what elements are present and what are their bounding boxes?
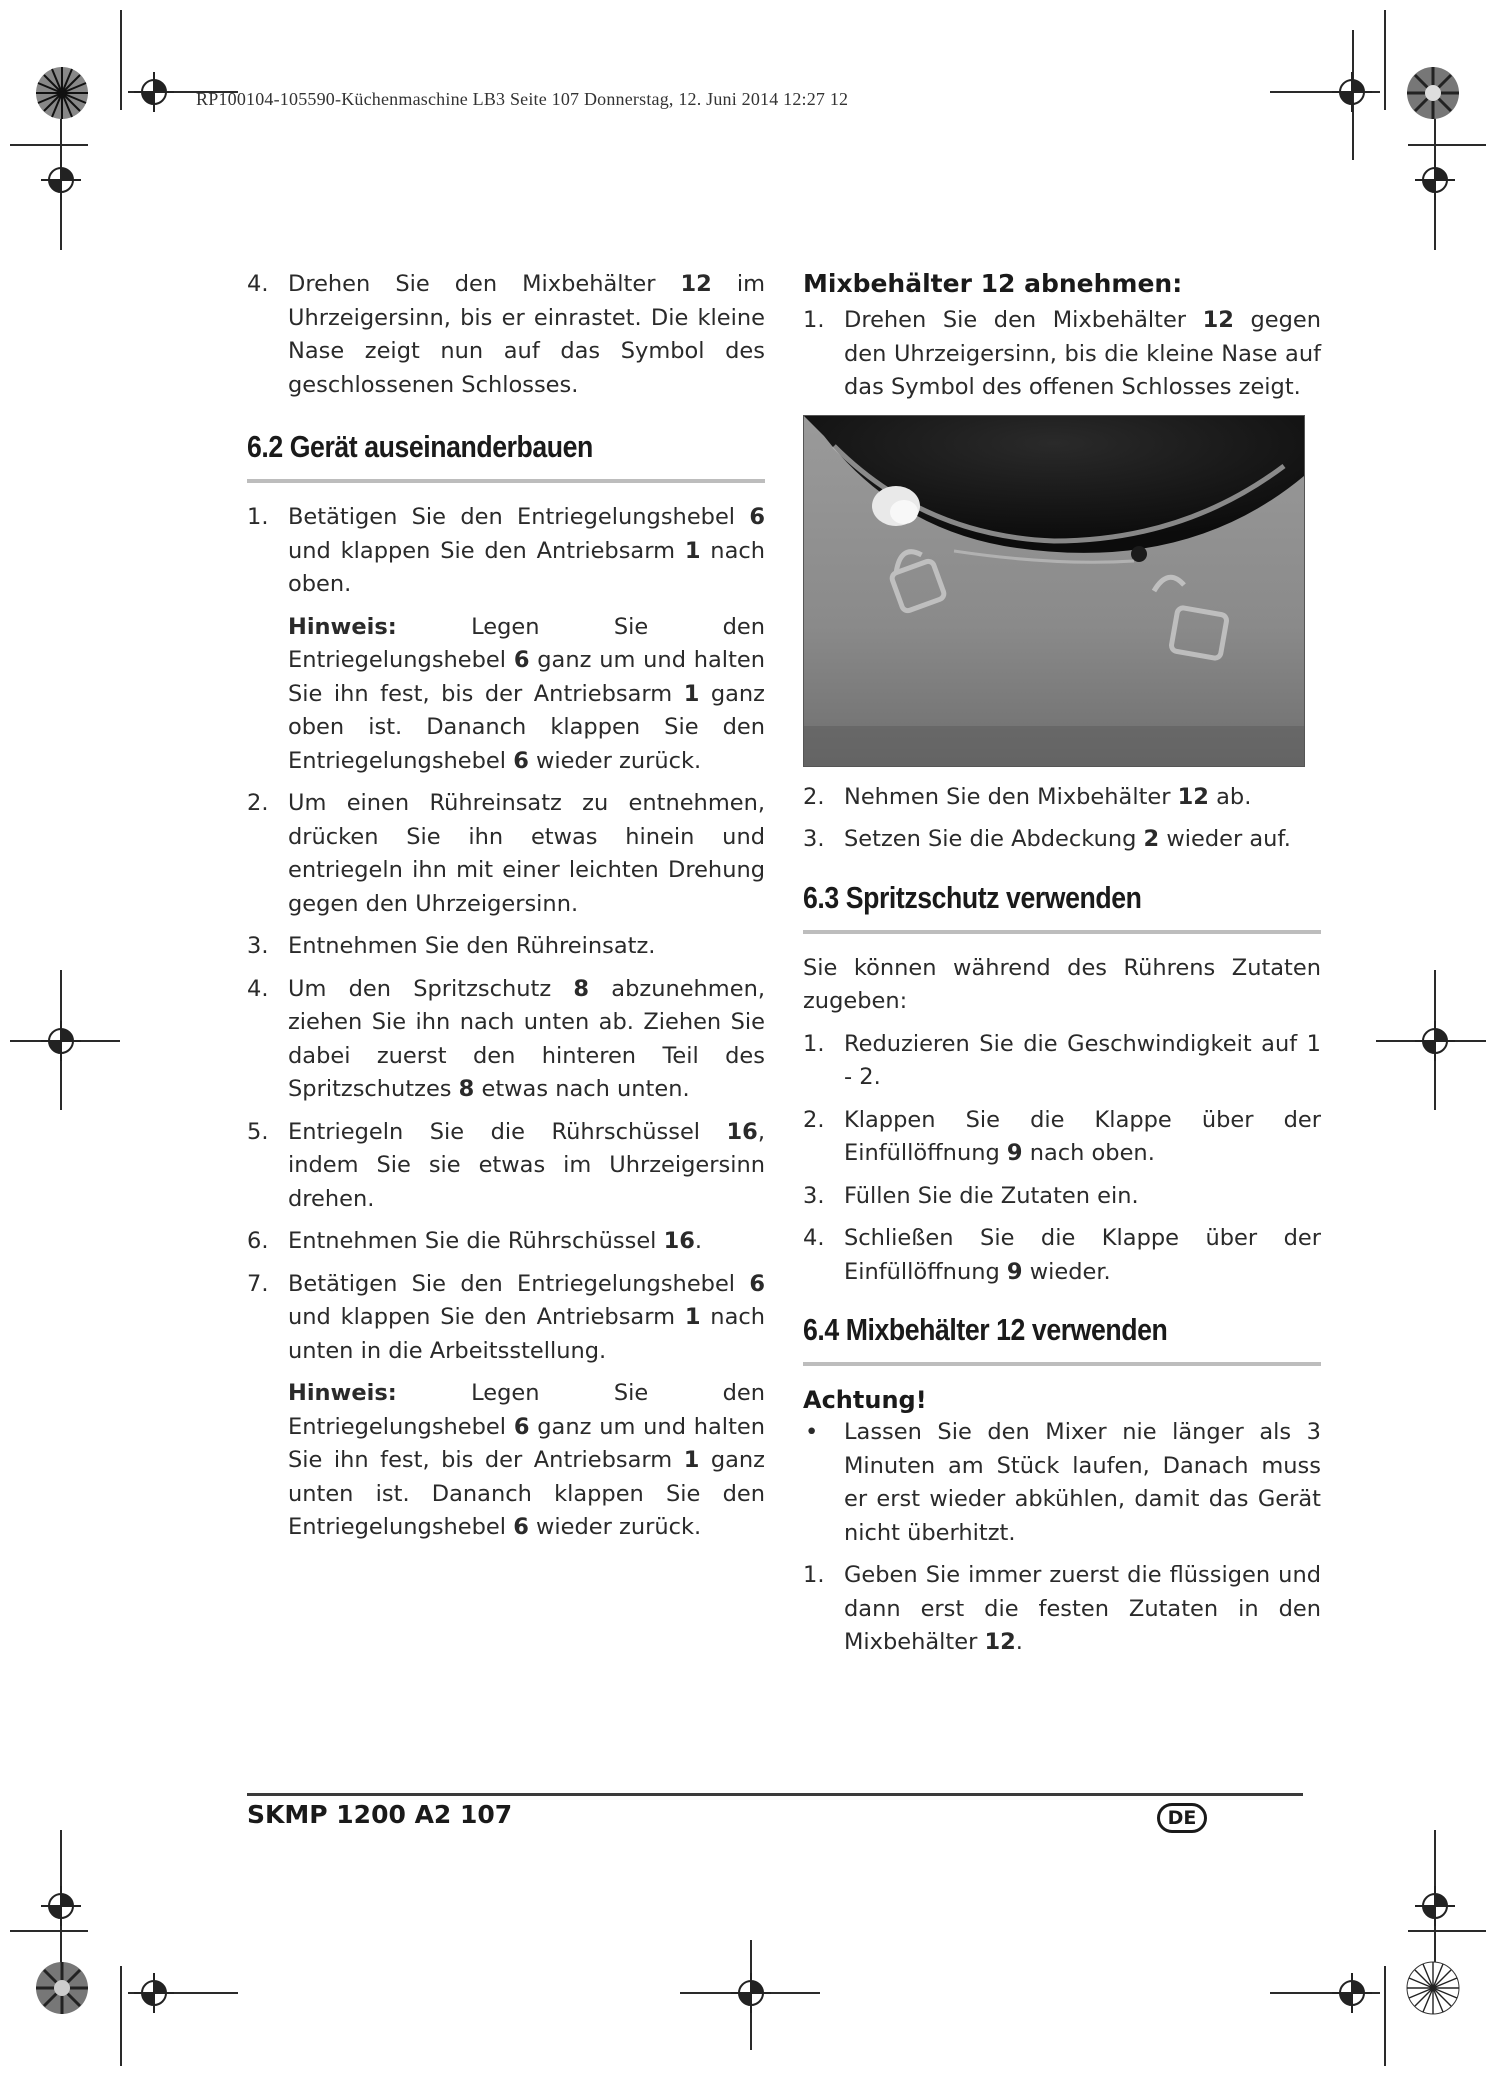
- registration-mark-icon: [41, 1021, 81, 1061]
- registration-mark-icon: [1332, 1973, 1372, 2013]
- step-list: [803, 304, 1321, 405]
- list-item: 2. Nehmen Sie den Mixbehälter 12 ab.: [803, 783, 1252, 810]
- registration-mark-icon: [41, 160, 81, 200]
- step-list: [803, 781, 1321, 857]
- crop-mark: [120, 1966, 122, 2066]
- list-item: 2. Klappen Sie die Klappe über der Einfüllöffnung 9 nach oben.: [803, 1106, 1321, 1166]
- starburst-mark-icon: [1406, 1961, 1460, 2015]
- registration-mark-icon: [134, 1973, 174, 2013]
- intro-text: Sie können während des Rührens Zutaten zugeben:: [803, 954, 1321, 1014]
- crop-mark: [1384, 1966, 1386, 2066]
- warning-heading: Achtung!: [803, 1386, 927, 1414]
- starburst-mark-icon: [1406, 66, 1460, 120]
- footer-divider: [247, 1793, 1303, 1796]
- list-item: 4. Drehen Sie den Mixbehälter 12 im Uhrzeigersinn, bis er einrastet. Die kleine Nase zeigt nun auf das Symbol des geschlossenen Schlosses.: [247, 271, 765, 398]
- registration-mark-icon: [1415, 160, 1455, 200]
- crop-mark: [10, 1930, 88, 1932]
- crop-mark: [10, 144, 88, 146]
- list-item: • Lassen Sie den Mixer nie länger als 3 Minuten am Stück laufen, Danach muss er erst wieder abkühlen, damit das Gerät nicht überhitzt.: [805, 1419, 1321, 1546]
- list-item: 1. Reduzieren Sie die Geschwindigkeit auf 1 - 2.: [803, 1030, 1321, 1090]
- step-list: [803, 1028, 1321, 1290]
- crop-mark: [1408, 144, 1486, 146]
- registration-mark-icon: [731, 1973, 771, 2013]
- section-heading: 6.2 Gerät auseinanderbauen: [247, 429, 593, 464]
- section-divider: [803, 930, 1321, 934]
- subheading: Mixbehälter 12 abnehmen:: [803, 269, 1183, 298]
- registration-mark-icon: [41, 1886, 81, 1926]
- crop-mark: [1408, 1930, 1486, 1932]
- list-item: 6. Entnehmen Sie die Rührschüssel 16.: [247, 1228, 703, 1254]
- warning-list: [803, 1416, 1321, 1550]
- crop-mark: [1384, 10, 1386, 110]
- list-item: 4. Schließen Sie die Klappe über der Einfüllöffnung 9 wieder.: [803, 1225, 1321, 1285]
- starburst-mark-icon: [35, 66, 89, 120]
- registration-mark-icon: [1415, 1886, 1455, 1926]
- registration-mark-icon: [134, 72, 174, 112]
- left-column: [247, 268, 765, 1554]
- list-item: 1. Geben Sie immer zuerst die flüssigen und dann erst die festen Zutaten in den Mixbehälter 12.: [803, 1562, 1321, 1655]
- crop-mark: [120, 10, 122, 110]
- step-list-continued: [247, 268, 765, 402]
- note: Hinweis: Legen Sie den Entriegelungshebel 6 ganz um und halten Sie ihn fest, bis der Antriebsarm 1 ganz unten ist. Dananch klappen Sie den Entriegelungshebel 6 wieder zurück.: [288, 1380, 765, 1540]
- lock-symbol-photo-icon: [804, 416, 1304, 766]
- list-item: 4. Um den Spritzschutz 8 abzunehmen, ziehen Sie ihn nach unten ab. Ziehen Sie dabei zuerst den hinteren Teil des Spritzschutzes 8 etwas nach unten.: [247, 975, 765, 1102]
- starburst-mark-icon: [35, 1961, 89, 2015]
- language-badge: DE: [1157, 1803, 1207, 1833]
- list-item: 1. Drehen Sie den Mixbehälter 12 gegen den Uhrzeigersinn, bis die kleine Nase auf das Symbol des offenen Schlosses zeigt.: [803, 307, 1321, 400]
- section-heading: 6.4 Mixbehälter 12 verwenden: [803, 1312, 1168, 1347]
- list-item: 3. Füllen Sie die Zutaten ein.: [803, 1182, 1139, 1209]
- list-item: 3. Entnehmen Sie den Rühreinsatz.: [247, 933, 656, 959]
- list-item: 7. Betätigen Sie den Entriegelungshebel 6 und klappen Sie den Antriebsarm 1 nach unten in die Arbeitsstellung. Hinweis: Legen Sie den Entriegelungshebel 6 ganz um und halten Sie ihn fest, bis der Antriebsarm 1 ganz unten ist. Dananch klappen Sie den Entriegelungshebel 6 wieder zurück.: [247, 1268, 765, 1545]
- list-item: 2. Um einen Rühreinsatz zu entnehmen, drücken Sie ihn etwas hinein und entriegeln ihn mit einer leichten Drehung gegen den Uhrzeigersinn.: [247, 790, 765, 917]
- list-item: 1. Betätigen Sie den Entriegelungshebel 6 und klappen Sie den Antriebsarm 1 nach oben. Hinweis: Legen Sie den Entriegelungshebel 6 ganz um und halten Sie ihn fest, bis der Antriebsarm 1 ganz oben ist. Dananch klappen Sie den Entriegelungshebel 6 wieder zurück.: [247, 501, 765, 778]
- mixer-lock-photo: [803, 415, 1305, 767]
- section-heading: 6.3 Spritzschutz verwenden: [803, 879, 1142, 915]
- section-divider: [247, 479, 765, 483]
- right-column: [803, 268, 1321, 1669]
- note: Hinweis: Legen Sie den Entriegelungshebel 6 ganz um und halten Sie ihn fest, bis der Antriebsarm 1 ganz oben ist. Dananch klappen Sie den Entriegelungshebel 6 wieder zurück.: [288, 613, 765, 774]
- registration-mark-icon: [1332, 72, 1372, 112]
- step-list: [803, 1559, 1321, 1660]
- footer-model-page: SKMP 1200 A2 107: [247, 1800, 513, 1829]
- registration-mark-icon: [1415, 1021, 1455, 1061]
- step-list: [247, 501, 765, 1545]
- print-slug: RP100104-105590-Küchenmaschine LB3 Seite 107 Donnerstag, 12. Juni 2014 12:27 12: [196, 89, 849, 109]
- list-item: 5. Entriegeln Sie die Rührschüssel 16, indem Sie sie etwas im Uhrzeigersinn drehen.: [247, 1118, 765, 1212]
- section-divider: [803, 1362, 1321, 1366]
- list-item: 3. Setzen Sie die Abdeckung 2 wieder auf.: [803, 826, 1291, 852]
